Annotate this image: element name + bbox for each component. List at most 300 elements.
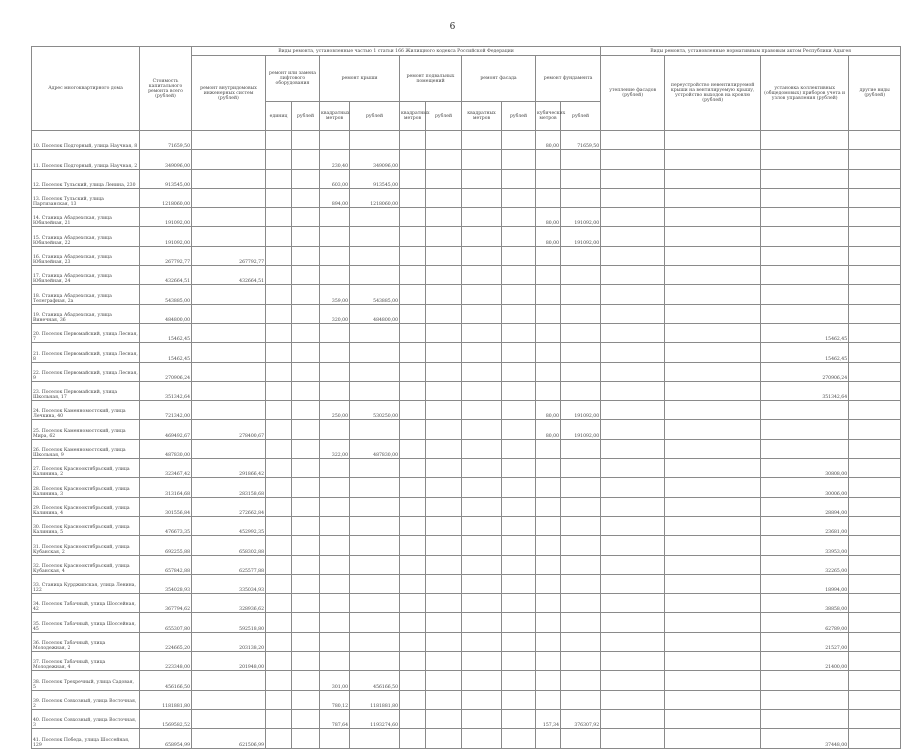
unit-foundation-rubles: рублей [561, 102, 601, 131]
cell-elevator-units [266, 304, 292, 323]
cell-elevator-units [266, 246, 292, 265]
cell-roof-rubles [350, 131, 400, 150]
cell-total-cost: 487830,00 [140, 439, 192, 458]
cell-basement-sqm [400, 150, 426, 169]
cell-basement-rubles [426, 381, 462, 400]
cell-basement-sqm [400, 652, 426, 671]
cell-meters [761, 208, 849, 227]
col-elevator: ремонт или замена лифтового оборудования [266, 56, 320, 102]
cell-address: 29. Поселок Краснооктябрьский, улица Калинина, 4 [32, 497, 140, 516]
cell-flat-roof [665, 131, 761, 150]
cell-facade-rubles [502, 266, 536, 285]
cell-address: 37. Поселок Табачный, улица Молодежная, 4 [32, 652, 140, 671]
cell-basement-rubles [426, 343, 462, 362]
cell-foundation-rubles [561, 574, 601, 593]
cell-insulation [601, 285, 665, 304]
cell-facade-sqm [462, 690, 502, 709]
table-row [32, 266, 901, 285]
table-row [32, 420, 901, 439]
cell-total-cost: 1181881,80 [140, 690, 192, 709]
cell-facade-sqm [462, 516, 502, 535]
cell-roof-sqm [320, 459, 350, 478]
cell-foundation-cubic [536, 381, 561, 400]
table-row [32, 131, 901, 150]
cell-facade-sqm [462, 131, 502, 150]
cell-roof-rubles [350, 208, 400, 227]
col-flat-roof: переустройство невентилируемой крыши на вентилируемую крышу, устройство выходов на кровлю (рублей) [665, 56, 761, 131]
cell-basement-rubles [426, 632, 462, 651]
cell-facade-sqm [462, 652, 502, 671]
cell-other [849, 131, 901, 150]
cell-basement-sqm [400, 555, 426, 574]
cell-flat-roof [665, 362, 761, 381]
cell-internal-systems: 432664,51 [192, 266, 266, 285]
cell-other [849, 381, 901, 400]
cell-basement-sqm [400, 381, 426, 400]
cell-elevator-units [266, 574, 292, 593]
cell-other [849, 266, 901, 285]
table-row [32, 188, 901, 207]
cell-facade-sqm [462, 729, 502, 748]
cell-elevator-rubles [292, 613, 320, 632]
cell-total-cost: 1218060,00 [140, 188, 192, 207]
cell-basement-rubles [426, 131, 462, 150]
cell-elevator-units [266, 497, 292, 516]
cell-flat-roof [665, 594, 761, 613]
cell-meters: 37448,00 [761, 729, 849, 748]
cell-elevator-units [266, 555, 292, 574]
cell-elevator-rubles [292, 131, 320, 150]
cell-roof-sqm: 250,00 [320, 401, 350, 420]
cell-other [849, 536, 901, 555]
cell-foundation-rubles: 191092,00 [561, 208, 601, 227]
cell-elevator-units [266, 169, 292, 188]
cell-total-cost: 267792,77 [140, 246, 192, 265]
cell-address: 16. Станица Абадзехская, улица Юбилейная, 23 [32, 246, 140, 265]
cell-meters: 30808,00 [761, 459, 849, 478]
cell-internal-systems [192, 671, 266, 690]
cell-basement-rubles [426, 478, 462, 497]
cell-elevator-units [266, 150, 292, 169]
cell-internal-systems [192, 131, 266, 150]
cell-foundation-rubles [561, 323, 601, 342]
cell-other [849, 188, 901, 207]
cell-elevator-rubles [292, 266, 320, 285]
cell-address: 26. Поселок Каменномостский, улица Школьная, 9 [32, 439, 140, 458]
cell-address: 39. Поселок Совхозный, улица Восточная, 2 [32, 690, 140, 709]
cell-insulation [601, 150, 665, 169]
cell-roof-rubles [350, 381, 400, 400]
cell-address: 19. Станица Абадзехская, улица Винечная, 36 [32, 304, 140, 323]
cell-address: 36. Поселок Табачный, улица Молодежная, 2 [32, 632, 140, 651]
cell-roof-sqm [320, 420, 350, 439]
cell-meters [761, 246, 849, 265]
cell-basement-sqm [400, 266, 426, 285]
cell-other [849, 478, 901, 497]
cell-internal-systems [192, 208, 266, 227]
table-row [32, 536, 901, 555]
cell-total-cost: 71659,50 [140, 131, 192, 150]
cell-internal-systems [192, 439, 266, 458]
cell-elevator-rubles [292, 516, 320, 535]
unit-basement-sqm: квадратных метров [400, 102, 426, 131]
cell-other [849, 420, 901, 439]
cell-facade-sqm [462, 671, 502, 690]
cell-facade-sqm [462, 285, 502, 304]
cell-roof-sqm: 603,00 [320, 169, 350, 188]
cell-elevator-rubles [292, 652, 320, 671]
cell-foundation-cubic [536, 536, 561, 555]
cell-basement-sqm [400, 188, 426, 207]
cell-elevator-rubles [292, 536, 320, 555]
cell-meters [761, 690, 849, 709]
cell-facade-sqm [462, 401, 502, 420]
cell-flat-roof [665, 516, 761, 535]
cell-roof-rubles [350, 420, 400, 439]
cell-roof-rubles: 530250,00 [350, 401, 400, 420]
cell-foundation-rubles [561, 266, 601, 285]
cell-foundation-cubic [536, 690, 561, 709]
cell-foundation-cubic [536, 188, 561, 207]
cell-elevator-rubles [292, 227, 320, 246]
cell-roof-rubles [350, 594, 400, 613]
table-row [32, 227, 901, 246]
cell-facade-sqm [462, 381, 502, 400]
cell-elevator-units [266, 323, 292, 342]
cell-flat-roof [665, 343, 761, 362]
cell-foundation-rubles [561, 478, 601, 497]
table-row [32, 516, 901, 535]
table-row [32, 709, 901, 728]
cell-elevator-units [266, 381, 292, 400]
cell-internal-systems [192, 285, 266, 304]
cell-flat-roof [665, 266, 761, 285]
cell-total-cost: 456166,50 [140, 671, 192, 690]
cell-total-cost: 484800,00 [140, 304, 192, 323]
cell-elevator-rubles [292, 632, 320, 651]
cell-meters [761, 227, 849, 246]
cell-flat-roof [665, 574, 761, 593]
cell-foundation-cubic [536, 594, 561, 613]
cell-basement-sqm [400, 497, 426, 516]
cell-roof-sqm: 322,00 [320, 439, 350, 458]
cell-elevator-units [266, 439, 292, 458]
cell-insulation [601, 381, 665, 400]
cell-elevator-units [266, 362, 292, 381]
cell-meters: 15462,45 [761, 343, 849, 362]
cell-foundation-rubles [561, 516, 601, 535]
cell-facade-rubles [502, 574, 536, 593]
cell-insulation [601, 131, 665, 150]
cell-foundation-cubic: 80,00 [536, 401, 561, 420]
cell-facade-sqm [462, 150, 502, 169]
table-row [32, 497, 901, 516]
cell-basement-sqm [400, 632, 426, 651]
cell-basement-sqm [400, 459, 426, 478]
cell-flat-roof [665, 285, 761, 304]
cell-address: 15. Станица Абадзехская, улица Юбилейная, 22 [32, 227, 140, 246]
cell-address: 12. Поселок Тульский, улица Ленина, 230 [32, 169, 140, 188]
cell-internal-systems [192, 169, 266, 188]
cell-other [849, 150, 901, 169]
cell-foundation-rubles [561, 439, 601, 458]
cell-internal-systems: 335034,93 [192, 574, 266, 593]
cell-insulation [601, 323, 665, 342]
cell-address: 30. Поселок Краснооктябрьский, улица Калинина, 5 [32, 516, 140, 535]
cell-internal-systems: 283158,68 [192, 478, 266, 497]
cell-address: 24. Поселок Каменномостский, улица Лечкина, 40 [32, 401, 140, 420]
cell-basement-rubles [426, 323, 462, 342]
cell-other [849, 690, 901, 709]
col-address: Адрес многоквартирного дома [32, 47, 140, 131]
cell-foundation-cubic [536, 362, 561, 381]
cell-roof-rubles [350, 343, 400, 362]
cell-roof-sqm [320, 613, 350, 632]
cell-elevator-units [266, 285, 292, 304]
col-facade: ремонт фасада [462, 56, 536, 102]
cell-roof-sqm [320, 362, 350, 381]
cell-other [849, 652, 901, 671]
cell-facade-rubles [502, 323, 536, 342]
cell-basement-rubles [426, 285, 462, 304]
cell-foundation-cubic: 80,00 [536, 420, 561, 439]
cell-facade-rubles [502, 613, 536, 632]
cell-roof-rubles: 1218060,00 [350, 188, 400, 207]
cell-basement-sqm [400, 594, 426, 613]
cell-meters: 21400,00 [761, 652, 849, 671]
cell-insulation [601, 401, 665, 420]
cell-insulation [601, 671, 665, 690]
col-other: другие виды (рублей) [849, 56, 901, 131]
cell-facade-sqm [462, 227, 502, 246]
cell-roof-sqm [320, 227, 350, 246]
cell-meters [761, 420, 849, 439]
cell-flat-roof [665, 420, 761, 439]
cell-flat-roof [665, 323, 761, 342]
cell-insulation [601, 439, 665, 458]
col-roof: ремонт крыши [320, 56, 400, 102]
cell-facade-rubles [502, 555, 536, 574]
cell-roof-sqm: 780,12 [320, 690, 350, 709]
cell-other [849, 516, 901, 535]
header-row-group [32, 47, 901, 56]
table-row [32, 594, 901, 613]
cell-foundation-rubles [561, 188, 601, 207]
cell-flat-roof [665, 729, 761, 748]
cell-other [849, 362, 901, 381]
col-foundation: ремонт фундамента [536, 56, 601, 102]
cell-roof-sqm [320, 246, 350, 265]
cell-roof-rubles [350, 516, 400, 535]
cell-other [849, 459, 901, 478]
cell-elevator-units [266, 420, 292, 439]
cell-roof-rubles [350, 613, 400, 632]
cell-basement-sqm [400, 208, 426, 227]
cell-facade-rubles [502, 131, 536, 150]
cell-insulation [601, 613, 665, 632]
cell-elevator-rubles [292, 555, 320, 574]
cell-other [849, 285, 901, 304]
cell-elevator-rubles [292, 208, 320, 227]
unit-elevator-rubles: рублей [292, 102, 320, 131]
table-row [32, 343, 901, 362]
cell-other [849, 709, 901, 728]
cell-basement-rubles [426, 536, 462, 555]
cell-basement-rubles [426, 304, 462, 323]
cell-meters: 33953,00 [761, 536, 849, 555]
table-row [32, 729, 901, 748]
cell-internal-systems [192, 227, 266, 246]
cell-flat-roof [665, 555, 761, 574]
cell-meters [761, 266, 849, 285]
unit-facade-rubles: рублей [502, 102, 536, 131]
cell-elevator-rubles [292, 401, 320, 420]
unit-facade-sqm: квадратных метров [462, 102, 502, 131]
cell-basement-sqm [400, 323, 426, 342]
cell-address: 34. Поселок Табачный, улица Шоссейная, 42 [32, 594, 140, 613]
unit-roof-rubles: рублей [350, 102, 400, 131]
cell-foundation-cubic [536, 574, 561, 593]
table-row [32, 574, 901, 593]
cell-meters: 30006,00 [761, 478, 849, 497]
cell-facade-sqm [462, 632, 502, 651]
table-row [32, 613, 901, 632]
cell-basement-rubles [426, 208, 462, 227]
cell-facade-sqm [462, 266, 502, 285]
cell-flat-roof [665, 381, 761, 400]
cell-meters: 18994,00 [761, 574, 849, 593]
cell-roof-rubles: 487830,00 [350, 439, 400, 458]
cell-roof-sqm [320, 574, 350, 593]
cell-internal-systems: 328936,62 [192, 594, 266, 613]
cell-foundation-cubic [536, 613, 561, 632]
cell-total-cost: 657842,88 [140, 555, 192, 574]
cell-other [849, 671, 901, 690]
cell-other [849, 323, 901, 342]
cell-elevator-rubles [292, 343, 320, 362]
cell-insulation [601, 208, 665, 227]
cell-foundation-cubic [536, 555, 561, 574]
cell-basement-sqm [400, 304, 426, 323]
cell-facade-rubles [502, 632, 536, 651]
cell-facade-rubles [502, 208, 536, 227]
cell-roof-rubles [350, 555, 400, 574]
cell-foundation-cubic [536, 439, 561, 458]
cell-elevator-rubles [292, 709, 320, 728]
cell-address: 22. Поселок Первомайский, улица Лесная, 9 [32, 362, 140, 381]
cell-other [849, 439, 901, 458]
cell-foundation-cubic [536, 150, 561, 169]
cell-basement-sqm [400, 574, 426, 593]
cell-flat-roof [665, 150, 761, 169]
cell-basement-rubles [426, 459, 462, 478]
cell-facade-rubles [502, 478, 536, 497]
cell-foundation-cubic: 80,00 [536, 131, 561, 150]
cell-flat-roof [665, 632, 761, 651]
cell-elevator-rubles [292, 439, 320, 458]
cell-meters [761, 401, 849, 420]
cell-roof-sqm [320, 343, 350, 362]
cell-insulation [601, 304, 665, 323]
cell-address: 38. Поселок Трехречный, улица Садовая, 5 [32, 671, 140, 690]
unit-basement-rubles: рублей [426, 102, 462, 131]
cell-foundation-cubic: 80,00 [536, 208, 561, 227]
cell-roof-rubles [350, 266, 400, 285]
cell-roof-sqm [320, 381, 350, 400]
cell-roof-rubles [350, 536, 400, 555]
cell-meters [761, 285, 849, 304]
table-row [32, 690, 901, 709]
cell-basement-sqm [400, 709, 426, 728]
cell-facade-rubles [502, 150, 536, 169]
cell-basement-sqm [400, 246, 426, 265]
cell-elevator-units [266, 131, 292, 150]
cell-facade-rubles [502, 304, 536, 323]
cell-elevator-units [266, 401, 292, 420]
cell-elevator-units [266, 536, 292, 555]
cell-foundation-rubles [561, 362, 601, 381]
cell-roof-rubles: 1181881,80 [350, 690, 400, 709]
cell-basement-sqm [400, 401, 426, 420]
cell-insulation [601, 690, 665, 709]
cell-elevator-units [266, 266, 292, 285]
cell-internal-systems [192, 188, 266, 207]
cell-facade-sqm [462, 478, 502, 497]
cell-elevator-rubles [292, 150, 320, 169]
cell-internal-systems: 658302,88 [192, 536, 266, 555]
cell-facade-rubles [502, 401, 536, 420]
cell-internal-systems: 203138,20 [192, 632, 266, 651]
cell-total-cost: 721342,00 [140, 401, 192, 420]
cell-elevator-rubles [292, 285, 320, 304]
table-row [32, 439, 901, 458]
cell-foundation-rubles [561, 613, 601, 632]
cell-roof-rubles: 456166,50 [350, 671, 400, 690]
cell-facade-sqm [462, 536, 502, 555]
cell-foundation-rubles: 191092,00 [561, 401, 601, 420]
cell-address: 40. Поселок Совхозный, улица Восточная, 3 [32, 709, 140, 728]
cell-meters: 28894,00 [761, 497, 849, 516]
table-row [32, 208, 901, 227]
cell-total-cost: 354028,93 [140, 574, 192, 593]
cell-facade-sqm [462, 497, 502, 516]
cell-address: 28. Поселок Краснооктябрьский, улица Калинина, 3 [32, 478, 140, 497]
cell-address: 13. Поселок Тульский, улица Партизанская, 13 [32, 188, 140, 207]
cell-internal-systems [192, 304, 266, 323]
cell-roof-sqm [320, 652, 350, 671]
cell-basement-rubles [426, 420, 462, 439]
cell-foundation-cubic [536, 632, 561, 651]
cell-roof-sqm [320, 729, 350, 748]
cell-insulation [601, 555, 665, 574]
cell-facade-rubles [502, 459, 536, 478]
cell-foundation-cubic [536, 478, 561, 497]
cell-other [849, 574, 901, 593]
cell-elevator-rubles [292, 574, 320, 593]
cell-basement-sqm [400, 478, 426, 497]
cell-facade-sqm [462, 709, 502, 728]
cell-elevator-units [266, 690, 292, 709]
cell-other [849, 169, 901, 188]
cell-total-cost: 692255,88 [140, 536, 192, 555]
cell-meters [761, 169, 849, 188]
cell-total-cost: 301556,84 [140, 497, 192, 516]
cell-roof-sqm [320, 208, 350, 227]
cell-elevator-units [266, 652, 292, 671]
cell-insulation [601, 459, 665, 478]
cell-other [849, 227, 901, 246]
cell-insulation [601, 536, 665, 555]
